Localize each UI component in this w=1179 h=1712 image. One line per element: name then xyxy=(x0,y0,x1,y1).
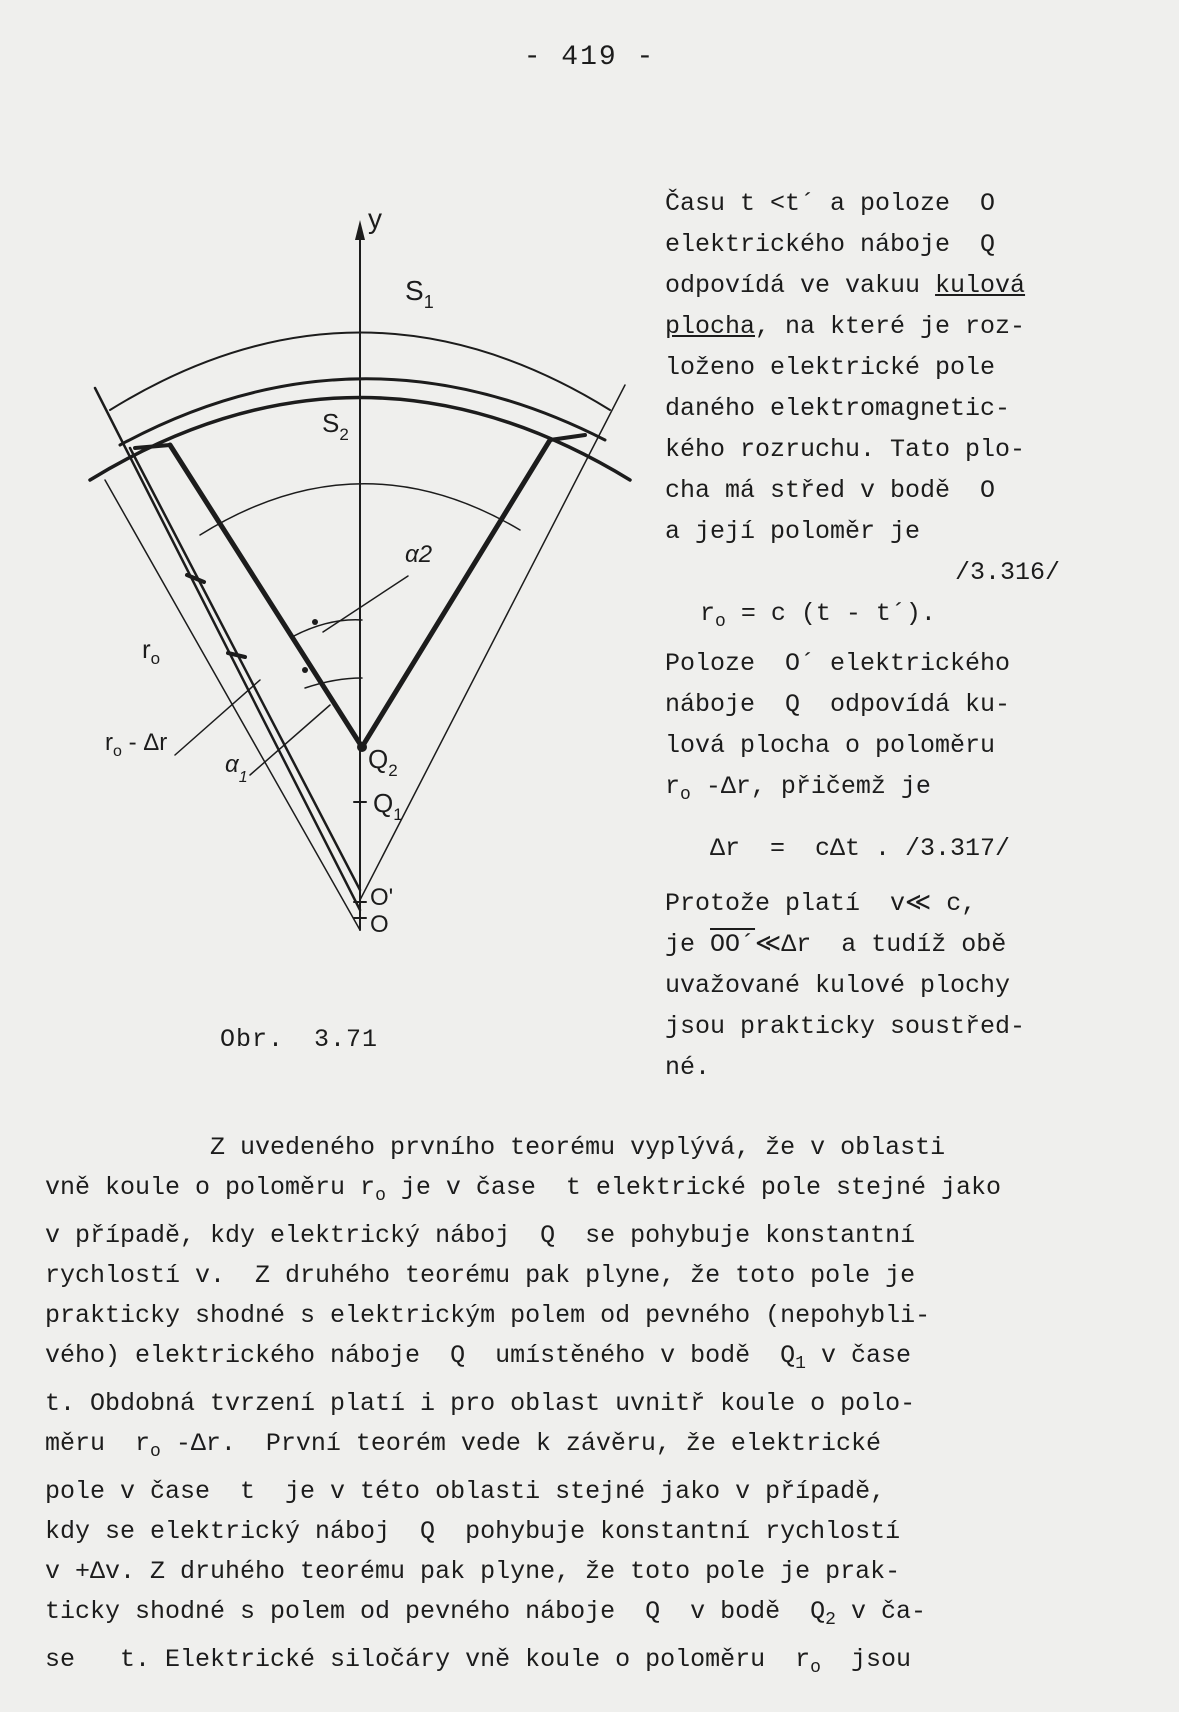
label-s2: $S_2$ xyxy=(322,408,349,444)
label-o: O xyxy=(370,911,389,938)
side-line: daného elektromagnetic- xyxy=(665,394,1011,423)
side-line: odpovídá ve vakuu kulová xyxy=(665,271,1026,300)
body-line: Z uvedeného prvního teorému vyplývá, že v oblasti xyxy=(45,1133,946,1162)
side-line: né. xyxy=(665,1053,711,1082)
dot-alpha1 xyxy=(302,667,308,673)
dot-alpha2 xyxy=(312,619,318,625)
label-q1: $Q_1$ xyxy=(373,788,403,824)
body-line: měru $r_o$ -Δr. První teorém vede k závěru, že elektrické xyxy=(45,1429,881,1462)
body-line: prakticky shodné s elektrickým polem od pevného (nepohybli- xyxy=(45,1301,931,1330)
body-line: kdy se elektrický náboj Q pohybuje konstantní rychlostí xyxy=(45,1517,901,1546)
leader-r0-dr xyxy=(175,680,260,755)
side-line: a její poloměr je xyxy=(665,517,921,546)
figure-3-71 xyxy=(60,200,660,960)
side-line: loženo elektrické pole xyxy=(665,353,996,382)
label-q2: $Q_2$ xyxy=(368,744,398,780)
figure-caption xyxy=(220,1025,408,1054)
side-line: $r_o$ -Δr, přičemž je xyxy=(665,772,931,805)
y-axis-arrow xyxy=(355,220,365,240)
page-number: - 419 - xyxy=(523,42,656,73)
label-alpha2: α2 xyxy=(405,541,433,568)
arc-r0-thick xyxy=(120,379,605,445)
side-line: plocha, na které je roz- xyxy=(665,312,1026,341)
label-r0-minus-dr: $r_o$ - Δr xyxy=(105,729,168,760)
right-kink xyxy=(550,435,585,440)
equation-3-317: Δr = cΔt . /3.317/ xyxy=(695,834,1011,863)
side-line: Poloze O´ elektrického xyxy=(665,649,1011,678)
side-line: Protože platí v≪ c, xyxy=(665,889,977,918)
side-line: je OO´≪Δr a tudíž obě xyxy=(665,930,1007,959)
label-r0: $r_o$ xyxy=(142,634,161,668)
side-line: Času t <t´ a poloze O xyxy=(665,189,996,218)
body-line: rychlostí v. Z druhého teorému pak plyne, že toto pole je xyxy=(45,1261,916,1290)
label-y: y xyxy=(368,203,382,234)
body-line: v +Δv. Z druhého teorému pak plyne, že toto pole je prak- xyxy=(45,1557,901,1586)
side-line: náboje Q odpovídá ku- xyxy=(665,690,1011,719)
left-kink xyxy=(135,445,170,448)
left-field-line-q2 xyxy=(170,445,362,747)
right-field-line-q2 xyxy=(362,440,550,747)
side-line: jsou prakticky soustřed- xyxy=(665,1012,1026,1041)
label-o-prime: O' xyxy=(370,884,394,911)
side-line: lová plocha o poloměru xyxy=(665,731,996,760)
label-s1: $S_1$ xyxy=(405,275,434,312)
arc-alpha2 xyxy=(292,620,362,637)
side-line: elektrického náboje Q xyxy=(665,230,996,259)
body-line: ticky shodné s polem od pevného náboje Q v bodě $Q_2$ v ča- xyxy=(45,1597,926,1630)
side-line: cha má střed v bodě O xyxy=(665,476,996,505)
caption-number: 3.71 xyxy=(314,1025,379,1054)
leader-alpha2 xyxy=(323,576,408,632)
caption-prefix: Obr. xyxy=(220,1025,285,1054)
field-diagram xyxy=(60,200,660,960)
equation-number-3-316: /3.316/ xyxy=(955,558,1061,587)
arc-alpha1 xyxy=(305,678,362,688)
equation-3-316: $r_o = c$ (t - t´). xyxy=(700,599,936,632)
body-line: se t. Elektrické siločáry vně koule o poloměru $r_o$ jsou xyxy=(45,1645,911,1678)
body-line: vého) elektrického náboje Q umístěného v bodě $Q_1$ v čase xyxy=(45,1341,911,1374)
side-line: uvažované kulové plochy xyxy=(665,971,1011,1000)
side-line: kého rozruchu. Tato plo- xyxy=(665,435,1026,464)
body-line: t. Obdobná tvrzení platí i pro oblast uvnitř koule o polo- xyxy=(45,1389,916,1418)
side-text-column xyxy=(665,183,1095,1088)
left-boundary-r0 xyxy=(130,448,360,890)
label-alpha1: $\alpha_1$ xyxy=(225,751,248,786)
body-paragraph xyxy=(45,1128,1125,1688)
left-boundary-outer xyxy=(95,388,360,910)
body-line: pole v čase t je v této oblasti stejné jako v případě, xyxy=(45,1477,886,1506)
point-q2 xyxy=(357,742,367,752)
body-line: vně koule o poloměru $r_o$ je v čase t elektrické pole stejné jako xyxy=(45,1173,1001,1206)
body-line: v případě, kdy elektrický náboj Q se pohybuje konstantní xyxy=(45,1221,916,1250)
